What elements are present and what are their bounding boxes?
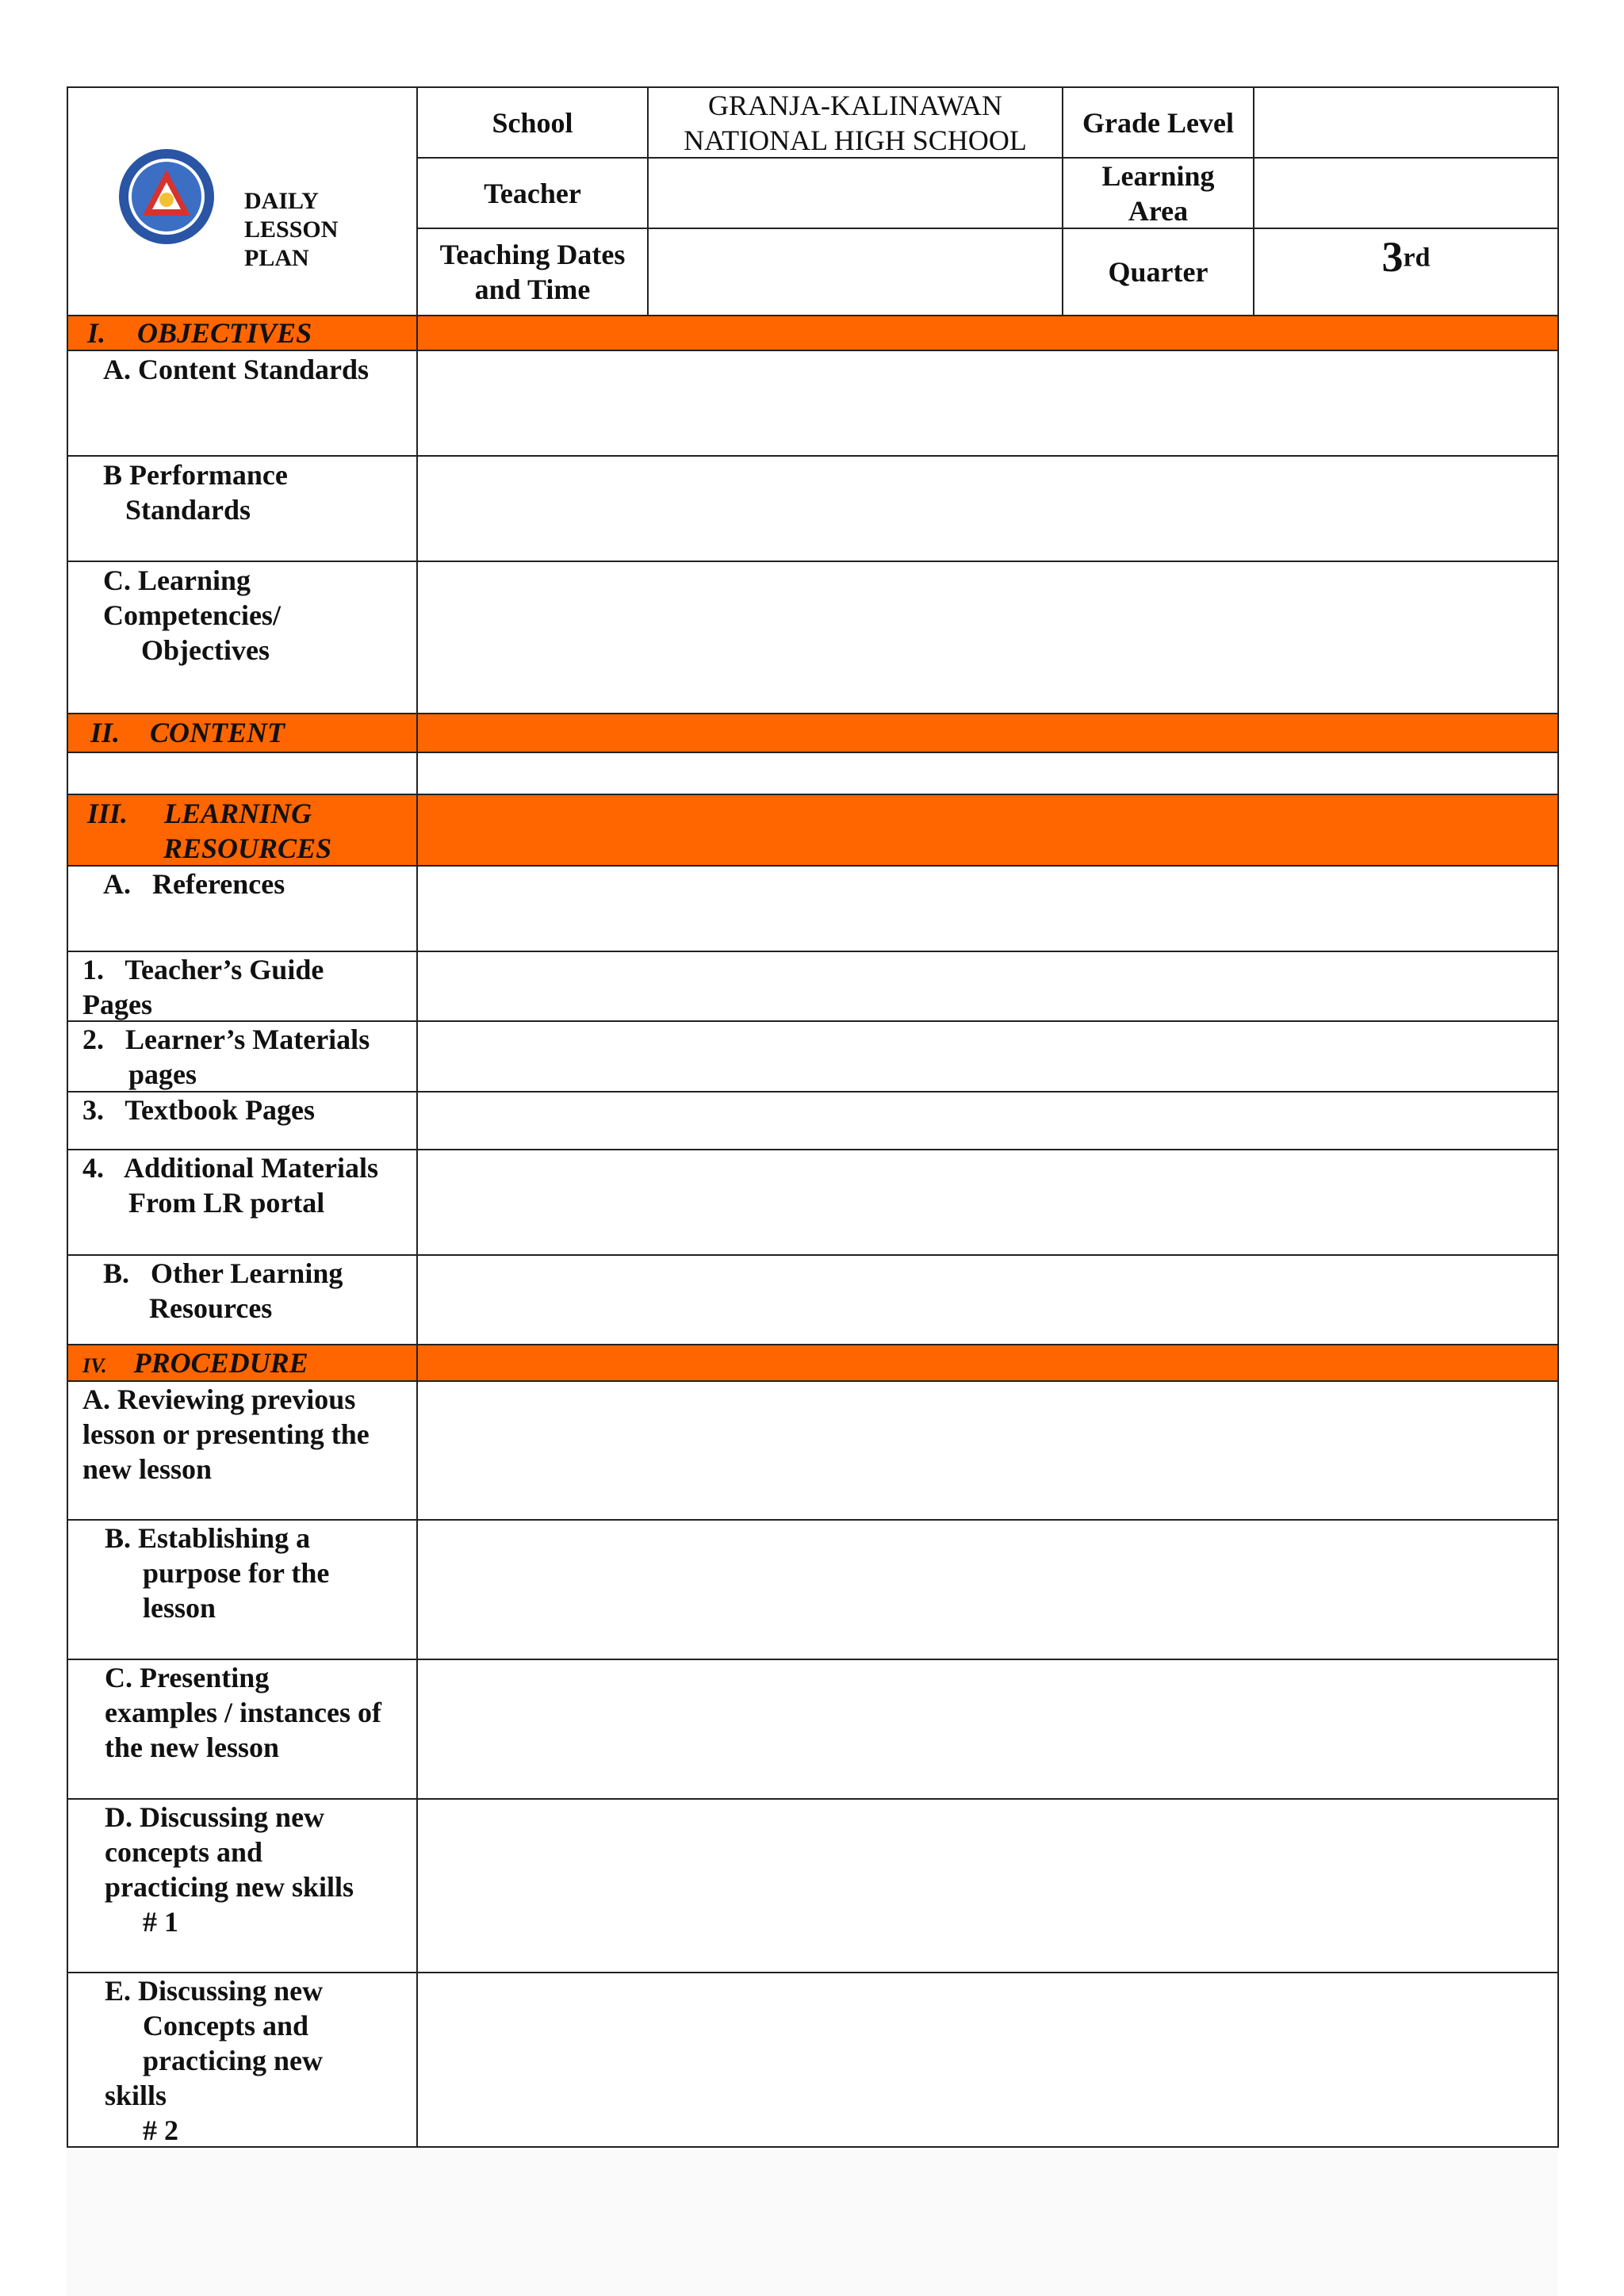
quarter-suffix: rd: [1403, 243, 1431, 273]
procedure-b-field[interactable]: [418, 1521, 1557, 1659]
objectives-heading: [87, 316, 420, 350]
teachers-guide-label: [82, 952, 324, 1022]
procedure-c-line-2: examples / instances of: [105, 1697, 381, 1728]
learners-materials-line-2: pages: [128, 1058, 197, 1090]
content-standards-field[interactable]: [418, 351, 1557, 455]
references-label: A. References: [103, 868, 285, 900]
learning-area-value[interactable]: [1254, 159, 1557, 228]
learners-materials-field[interactable]: [418, 1022, 1557, 1091]
grade-level-value[interactable]: [1254, 88, 1557, 157]
title-line-2: LESSON: [244, 216, 339, 243]
procedure-e-line-1: E. Discussing new: [105, 1975, 324, 2007]
learning-area-label-line-2: Area: [1128, 194, 1189, 227]
other-resources-line-1: B. Other Learning: [103, 1257, 343, 1289]
procedure-e-field[interactable]: [418, 1973, 1557, 2146]
school-value-line-1: GRANJA-KALINAWAN: [707, 89, 1003, 121]
teachers-guide-line-2: Pages: [82, 989, 152, 1020]
content-field[interactable]: [418, 753, 1557, 794]
quarter-value[interactable]: [1254, 229, 1557, 315]
procedure-e-line-4: skills: [105, 2080, 167, 2111]
teachers-guide-field[interactable]: [418, 952, 1557, 1020]
procedure-a-line-2: lesson or presenting the: [82, 1418, 370, 1450]
procedure-number: IV.: [82, 1354, 107, 1377]
title-line-3: PLAN: [244, 245, 309, 271]
teaching-dates-label: [418, 229, 647, 315]
content-number: II.: [90, 717, 121, 748]
textbook-pages-label: 3. Textbook Pages: [82, 1094, 316, 1126]
procedure-e-line-2: Concepts and: [143, 2010, 309, 2042]
resources-heading: [87, 796, 420, 866]
teaching-dates-value[interactable]: [649, 229, 1062, 315]
procedure-d-field[interactable]: [418, 1800, 1557, 1972]
procedure-c-line-1: C. Presenting: [105, 1662, 270, 1693]
procedure-d-line-3: practicing new skills: [105, 1871, 354, 1903]
additional-materials-line-1: 4. Additional Materials: [82, 1152, 379, 1184]
grade-level-label: Grade Level: [1082, 106, 1234, 139]
procedure-b-line-3: lesson: [143, 1592, 216, 1624]
performance-standards-field[interactable]: [418, 457, 1557, 561]
quarter-label: Quarter: [1108, 256, 1208, 288]
procedure-title: PROCEDURE: [133, 1347, 308, 1379]
procedure-b-line-1: B. Establishing a: [105, 1522, 311, 1554]
teaching-dates-label-line-1: Teaching Dates: [439, 239, 626, 270]
teachers-guide-line-1: 1. Teacher’s Guide: [82, 954, 324, 985]
objectives-title: OBJECTIVES: [137, 317, 312, 349]
content-standards-label: A. Content Standards: [103, 354, 370, 385]
other-resources-label: [103, 1256, 343, 1326]
school-label: School: [492, 106, 573, 139]
page-footer-area: [67, 2150, 1557, 2296]
other-resources-line-2: Resources: [149, 1292, 273, 1324]
competencies-line-1: C. Learning: [103, 564, 251, 596]
procedure-d-label: [105, 1800, 354, 1939]
competencies-label: [103, 563, 281, 668]
learners-materials-line-1: 2. Learner’s Materials: [82, 1024, 370, 1055]
additional-materials-label: [82, 1150, 378, 1220]
procedure-a-line-1: A. Reviewing previous: [82, 1383, 356, 1415]
procedure-a-line-3: new lesson: [82, 1453, 213, 1485]
procedure-a-field[interactable]: [418, 1382, 1557, 1519]
school-value-line-2: NATIONAL HIGH SCHOOL: [684, 124, 1027, 156]
title-line-1: DAILY: [244, 188, 319, 214]
content-heading: [90, 715, 423, 750]
textbook-pages-field[interactable]: [418, 1093, 1557, 1149]
procedure-b-line-2: purpose for the: [143, 1557, 330, 1589]
teacher-label: Teacher: [484, 177, 581, 209]
procedure-d-line-2: concepts and: [105, 1836, 263, 1868]
learning-area-label-line-1: Learning: [1101, 159, 1215, 192]
performance-standards-label: [103, 457, 288, 527]
procedure-b-label: [105, 1521, 329, 1625]
resources-title: LEARNING: [164, 798, 312, 829]
teaching-dates-label-line-2: and Time: [474, 274, 591, 305]
procedure-c-field[interactable]: [418, 1660, 1557, 1798]
daily-lesson-plan-title: [244, 187, 387, 273]
content-title: CONTENT: [150, 717, 285, 748]
references-field[interactable]: [418, 867, 1557, 951]
competencies-line-2: Competencies/: [103, 599, 281, 631]
procedure-d-line-4: # 1: [143, 1906, 178, 1938]
learners-materials-label: [82, 1022, 370, 1092]
school-logo: [117, 147, 216, 246]
additional-materials-line-2: From LR portal: [128, 1187, 325, 1219]
procedure-a-label: [82, 1382, 370, 1487]
procedure-e-line-5: # 2: [143, 2114, 178, 2146]
teacher-value[interactable]: [649, 159, 1062, 228]
procedure-e-label: [105, 1973, 323, 2148]
procedure-e-line-3: practicing new: [143, 2045, 323, 2076]
procedure-c-label: [105, 1660, 381, 1765]
quarter-number: 3: [1381, 233, 1404, 281]
procedure-c-line-3: the new lesson: [105, 1732, 280, 1763]
procedure-heading: [82, 1345, 416, 1383]
procedure-d-line-1: D. Discussing new: [105, 1801, 325, 1833]
competencies-line-3: Objectives: [141, 634, 270, 666]
performance-standards-line-1: B Performance: [103, 459, 288, 491]
additional-materials-field[interactable]: [418, 1150, 1557, 1254]
performance-standards-line-2: Standards: [125, 494, 251, 526]
objectives-number: I.: [87, 317, 106, 349]
other-resources-field[interactable]: [418, 1256, 1557, 1344]
competencies-field[interactable]: [418, 562, 1557, 713]
school-value: [649, 88, 1062, 157]
resources-title-line-2: RESOURCES: [163, 832, 332, 864]
resources-number: III.: [87, 798, 128, 829]
learning-area-label: [1063, 159, 1253, 228]
